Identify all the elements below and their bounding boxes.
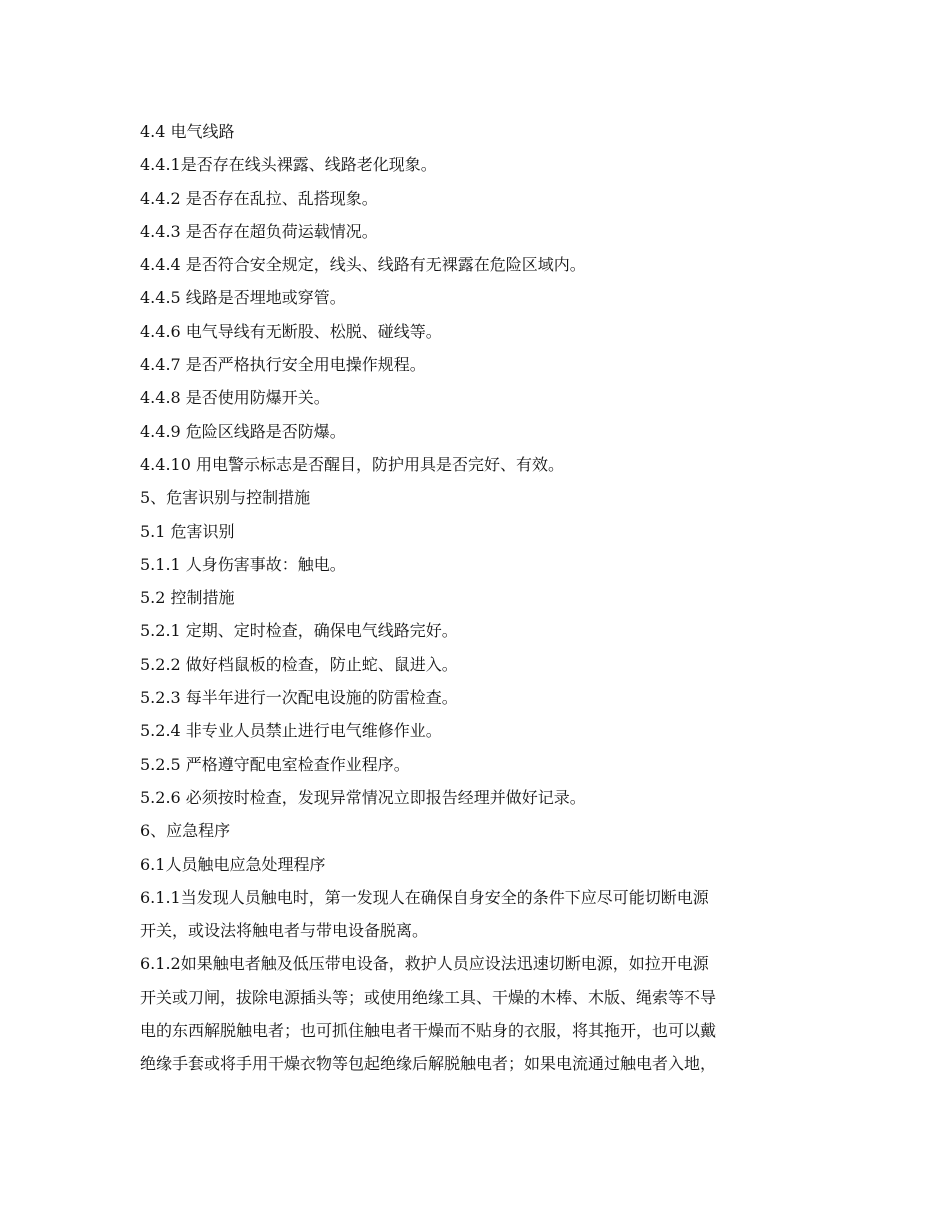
text-line: 4.4.2 是否存在乱拉、乱搭现象。: [140, 188, 378, 208]
text-line: 电的东西解脱触电者；也可抓住触电者干燥而不贴身的衣服，将其拖开，也可以戴: [140, 1021, 717, 1041]
section-heading-4-4: 4.4 电气线路: [140, 122, 235, 141]
text-line: 5.1.1 人身伤害事故：触电。: [140, 554, 346, 574]
section-heading-6-1: 6.1人员触电应急处理程序: [140, 854, 326, 874]
text-line: 4.4.5 线路是否埋地或穿管。: [140, 288, 346, 308]
text-line: 绝缘手套或将手用干燥衣物等包起绝缘后解脱触电者；如果电流通过触电者入地，: [140, 1054, 717, 1074]
text-line: 5.2.5 严格遵守配电室检查作业程序。: [140, 754, 410, 774]
section-heading-5-1: 5.1 危害识别: [140, 521, 235, 541]
text-line: 5.2.1 定期、定时检查，确保电气线路完好。: [140, 621, 458, 641]
text-line: 6.1.2如果触电者触及低压带电设备，救护人员应设法迅速切断电源，如拉开电源: [140, 954, 709, 974]
text-line: 5.2.6 必须按时检查，发现异常情况立即报告经理并做好记录。: [140, 787, 586, 807]
section-heading-6: 6、应急程序: [140, 821, 231, 841]
section-heading-5-2: 5.2 控制措施: [140, 588, 235, 608]
text-line: 4.4.4 是否符合安全规定，线头、线路有无裸露在危险区域内。: [140, 255, 586, 275]
text-line: 4.4.1是否存在线头裸露、线路老化现象。: [140, 155, 437, 175]
text-line: 5.2.3 每半年进行一次配电设施的防雷检查。: [140, 688, 458, 708]
text-line: 6.1.1当发现人员触电时，第一发现人在确保自身安全的条件下应尽可能切断电源: [140, 887, 709, 907]
section-heading-5: 5、危害识别与控制措施: [140, 488, 311, 508]
text-line: 4.4.6 电气导线有无断股、松脱、碰线等。: [140, 321, 442, 341]
text-line: 5.2.2 做好档鼠板的检查，防止蛇、鼠进入。: [140, 654, 458, 674]
text-line: 4.4.3 是否存在超负荷运载情况。: [140, 221, 378, 241]
text-line: 开关或刀闸，拔除电源插头等；或使用绝缘工具、干燥的木棒、木版、绳索等不导: [140, 987, 717, 1007]
text-line: 4.4.8 是否使用防爆开关。: [140, 388, 330, 408]
text-line: 开关，或设法将触电者与带电设备脱离。: [140, 921, 429, 941]
text-line: 4.4.7 是否严格执行安全用电操作规程。: [140, 355, 426, 375]
text-line: 4.4.10 用电警示标志是否醒目，防护用具是否完好、有效。: [140, 454, 564, 474]
text-line: 5.2.4 非专业人员禁止进行电气维修作业。: [140, 721, 442, 741]
text-line: 4.4.9 危险区线路是否防爆。: [140, 421, 346, 441]
document-body: [140, 115, 815, 1081]
